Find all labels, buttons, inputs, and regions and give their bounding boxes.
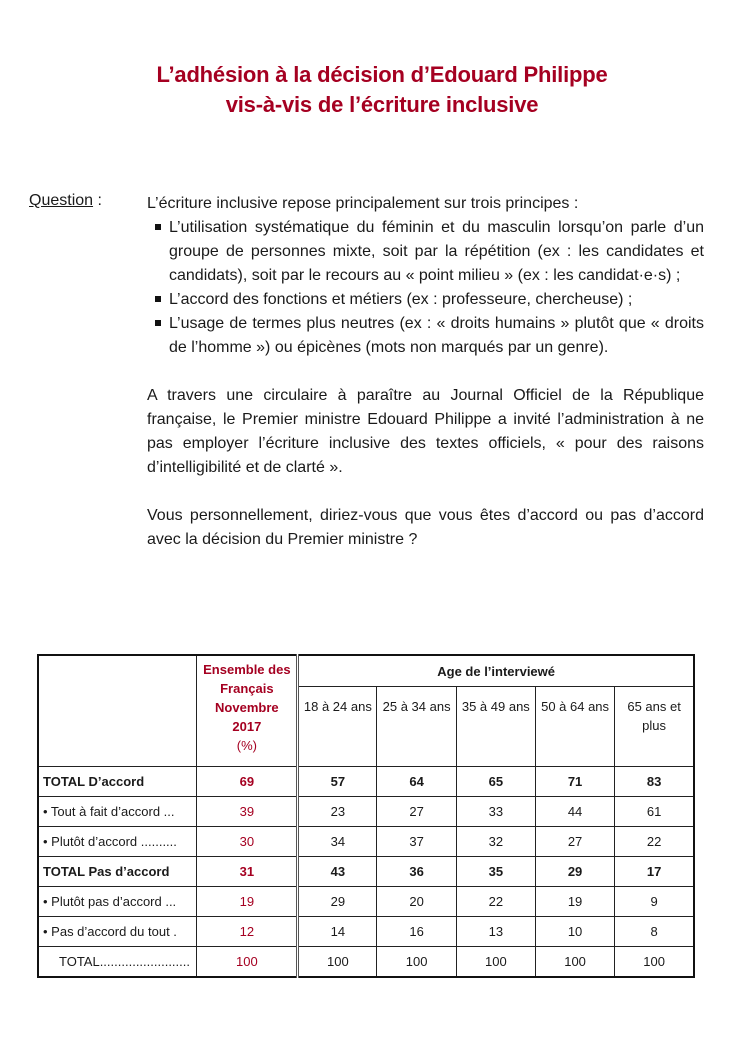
age-value: 16: [377, 917, 456, 947]
ensemble-header-line: 2017: [232, 719, 262, 734]
title-line-2: vis-à-vis de l’écriture inclusive: [225, 92, 539, 117]
table-row: [38, 797, 694, 827]
table-row: [38, 767, 694, 797]
question-prompt: Vous personnellement, diriez-vous que vous êtes d’accord ou pas d’accord avec la décision du Premier ministre ?: [147, 507, 704, 548]
principle-text: L’usage de termes plus neutres (ex : « droits humains » plutôt que « droits de l’homme ») ou épicènes (mots non marqués par un genre).: [169, 315, 704, 356]
age-value: 37: [377, 827, 456, 857]
age-value: 27: [377, 797, 456, 827]
ensemble-value: 69: [197, 767, 298, 797]
question-intro: L’écriture inclusive repose principalement sur trois principes :: [147, 195, 579, 212]
age-value: 22: [456, 887, 535, 917]
age-column-header: 18 à 24 ans: [298, 687, 377, 767]
age-value: 100: [377, 947, 456, 978]
principle-text: L’accord des fonctions et métiers (ex : professeure, chercheuse) ;: [169, 291, 633, 308]
age-value: 9: [615, 887, 694, 917]
principle-item: [147, 312, 704, 360]
age-value: 29: [298, 887, 377, 917]
principle-text: L’utilisation systématique du féminin et du masculin lorsqu’on parle d’un groupe de personnes mixte, soit par la répétition (ex : les candidates et candidats), soit par le recours au « point milieu » (ex : les candidat·e·s) ;: [169, 219, 704, 284]
square-bullet-icon: [155, 224, 161, 230]
results-table: [37, 654, 695, 978]
age-column-header: 25 à 34 ans: [377, 687, 456, 767]
ensemble-value: 31: [197, 857, 298, 887]
table-row: [38, 857, 694, 887]
age-value: 36: [377, 857, 456, 887]
row-label: TOTAL D’accord: [38, 767, 197, 797]
principle-item: [147, 288, 704, 312]
ensemble-value: 19: [197, 887, 298, 917]
age-value: 57: [298, 767, 377, 797]
table-row: [38, 917, 694, 947]
age-value: 14: [298, 917, 377, 947]
document-title: [0, 60, 754, 120]
age-value: 100: [298, 947, 377, 978]
ensemble-value: 100: [197, 947, 298, 978]
question-context: A travers une circulaire à paraître au Journal Officiel de la République française, le Premier ministre Edouard Philippe a invité l’administration à ne pas employer l’écriture inclusive des textes officiels, « pour des raisons d’intelligibilité et de clarté ».: [147, 387, 704, 476]
age-value: 19: [535, 887, 614, 917]
age-column-header: 35 à 49 ans: [456, 687, 535, 767]
principles-list: [147, 216, 704, 360]
ensemble-value: 39: [197, 797, 298, 827]
age-value: 29: [535, 857, 614, 887]
table-row: [38, 827, 694, 857]
age-value: 65: [456, 767, 535, 797]
ensemble-value: 30: [197, 827, 298, 857]
row-label: TOTAL.........................: [38, 947, 197, 978]
age-column-header: 50 à 64 ans: [535, 687, 614, 767]
ensemble-header-line: Ensemble des: [203, 662, 291, 677]
question-label: [29, 192, 102, 210]
question-label-text: Question: [29, 192, 94, 209]
age-value: 61: [615, 797, 694, 827]
title-line-1: L’adhésion à la décision d’Edouard Philippe: [156, 62, 608, 87]
spacer: [147, 360, 704, 384]
ensemble-value: 12: [197, 917, 298, 947]
ensemble-header: [197, 655, 298, 767]
square-bullet-icon: [155, 320, 161, 326]
age-value: 32: [456, 827, 535, 857]
square-bullet-icon: [155, 296, 161, 302]
table-row: [38, 947, 694, 978]
age-value: 23: [298, 797, 377, 827]
principle-item: [147, 216, 704, 288]
row-label: • Pas d’accord du tout .: [38, 917, 197, 947]
age-value: 10: [535, 917, 614, 947]
ensemble-header-unit: (%): [236, 738, 257, 753]
age-value: 71: [535, 767, 614, 797]
age-value: 33: [456, 797, 535, 827]
age-value: 22: [615, 827, 694, 857]
ensemble-header-line: Novembre: [215, 700, 279, 715]
age-value: 20: [377, 887, 456, 917]
age-value: 64: [377, 767, 456, 797]
age-value: 100: [615, 947, 694, 978]
row-label: • Plutôt pas d’accord ...: [38, 887, 197, 917]
spacer: [147, 480, 704, 504]
table-row: [38, 887, 694, 917]
age-value: 27: [535, 827, 614, 857]
age-value: 100: [535, 947, 614, 978]
age-column-header: 65 ans et plus: [615, 687, 694, 767]
results-table-body: [38, 767, 694, 978]
age-value: 8: [615, 917, 694, 947]
age-value: 13: [456, 917, 535, 947]
row-label: TOTAL Pas d’accord: [38, 857, 197, 887]
row-label: • Plutôt d’accord ..........: [38, 827, 197, 857]
question-label-colon: :: [93, 192, 102, 209]
age-value: 43: [298, 857, 377, 887]
empty-header-cell: [38, 655, 197, 767]
age-value: 34: [298, 827, 377, 857]
age-value: 17: [615, 857, 694, 887]
age-value: 35: [456, 857, 535, 887]
ensemble-header-line: Français: [220, 681, 274, 696]
age-group-header: Age de l’interviewé: [298, 655, 694, 687]
question-body: [147, 192, 704, 552]
age-value: 100: [456, 947, 535, 978]
row-label: • Tout à fait d’accord ...: [38, 797, 197, 827]
age-value: 83: [615, 767, 694, 797]
age-value: 44: [535, 797, 614, 827]
